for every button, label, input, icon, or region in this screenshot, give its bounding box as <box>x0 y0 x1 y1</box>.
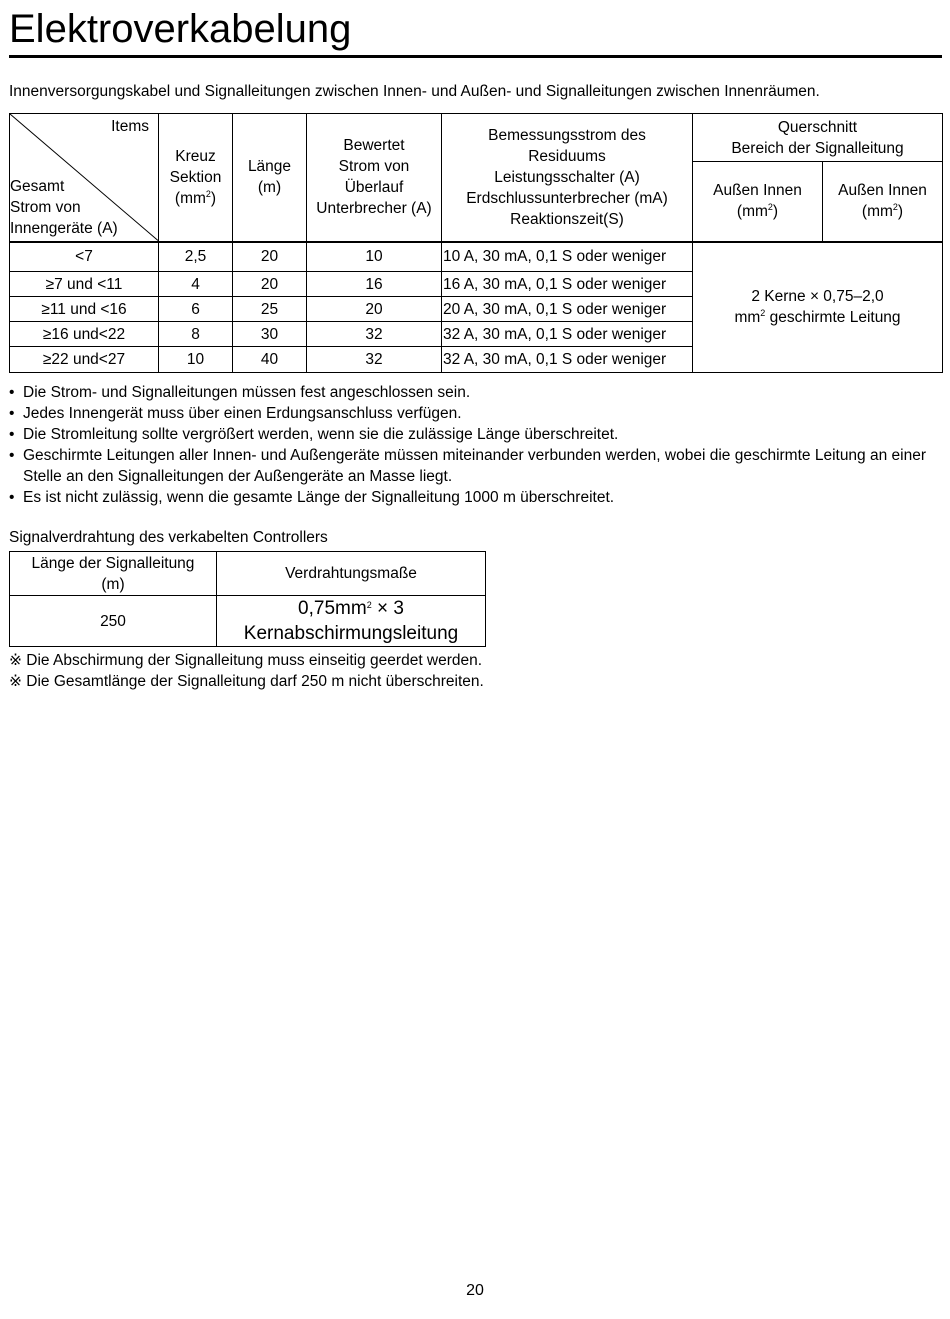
notes-list <box>9 382 934 508</box>
header-length: Länge (m) <box>233 114 307 242</box>
header-residual-current: Bemessungsstrom des Residuums Leistungsschalter (A) Erdschlussunterbrecher (mA) Reaktionszeit(S) <box>442 114 693 242</box>
list-item: • Die Strom- und Signalleitungen müssen fest angeschlossen sein. <box>9 384 471 401</box>
cell-residual-current: 32 A, 30 mA, 0,1 S oder weniger <box>442 322 693 347</box>
list-item: • Die Stromleitung sollte vergrößert werden, wenn sie die zulässige Länge überschreitet. <box>9 426 619 443</box>
header-total-current-label: Gesamt Strom von Innengeräte (A) <box>10 177 118 237</box>
intro-text: Innenversorgungskabel und Signalleitungen zwischen Innen- und Außen- und Signalleitungen zwischen Innenräumen. <box>9 83 820 100</box>
cell-cross-section: 4 <box>159 272 233 297</box>
cell-cross-section: 2,5 <box>159 242 233 272</box>
list-item: • Es ist nicht zulässig, wenn die gesamte Länge der Signalleitung 1000 m überschreitet. <box>9 489 615 506</box>
cell-signal-value: 2 Kerne × 0,75–2,0 $mm^2$ geschirmte Leitung <box>693 242 943 373</box>
cell-total-current: ≥11 und <16 <box>10 297 159 322</box>
list-item: • Jedes Innengerät muss über einen Erdungsanschluss verfügen. <box>9 405 462 422</box>
cell-rated-current: 10 <box>307 242 442 272</box>
controller-table <box>9 551 486 647</box>
cell-cross-section: 8 <box>159 322 233 347</box>
header-cross-section: Kreuz Sektion $(mm^2)$ <box>159 114 233 242</box>
header-outdoor: Außen Innen $(mm^2)$ <box>693 162 823 242</box>
cell-length: 20 <box>233 272 307 297</box>
title-rule <box>9 55 942 58</box>
page-title: Elektroverkabelung <box>9 7 352 51</box>
footnote: ※ Die Abschirmung der Signalleitung muss einseitig geerdet werden. <box>9 652 483 669</box>
cell-total-current: ≥16 und<22 <box>10 322 159 347</box>
cell-total-current: <7 <box>10 242 159 272</box>
cell-length: 30 <box>233 322 307 347</box>
wiring-table <box>9 113 943 373</box>
cell-total-current: ≥7 und <11 <box>10 272 159 297</box>
table-row <box>10 596 486 647</box>
footnote: ※ Die Gesamtlänge der Signalleitung darf 250 m nicht überschreiten. <box>9 673 484 690</box>
controller-heading: Signalverdrahtung des verkabelten Controllers <box>9 529 328 546</box>
cell-wiring-dimensions: $0,75mm^2 \times 3$ Kernabschirmungsleitung <box>217 596 486 647</box>
table-row <box>10 242 943 272</box>
footnotes <box>9 650 484 692</box>
cell-total-current: ≥22 und<27 <box>10 347 159 373</box>
header-signal-cross-section: Querschnitt Bereich der Signalleitung <box>693 114 943 162</box>
cell-cross-section: 10 <box>159 347 233 373</box>
cell-signal-length: 250 <box>10 596 217 647</box>
cell-length: 20 <box>233 242 307 272</box>
header-signal-length: Länge der Signalleitung (m) <box>10 552 217 596</box>
header-diagonal-cell <box>10 114 159 242</box>
cell-residual-current: 20 A, 30 mA, 0,1 S oder weniger <box>442 297 693 322</box>
cell-rated-current: 16 <box>307 272 442 297</box>
page-number: 20 <box>466 1282 484 1299</box>
cell-length: 25 <box>233 297 307 322</box>
cell-rated-current: 20 <box>307 297 442 322</box>
cell-residual-current: 16 A, 30 mA, 0,1 S oder weniger <box>442 272 693 297</box>
cell-length: 40 <box>233 347 307 373</box>
header-indoor: Außen Innen $(mm^2)$ <box>823 162 943 242</box>
header-wiring-dimensions: Verdrahtungsmaße <box>217 552 486 596</box>
list-item: • Geschirmte Leitungen aller Innen- und Außengeräte müssen miteinander verbunden werden, wobei die geschirmte Leitung an einer Stelle an den Signalleitungen der Außengeräte an Masse liegt. <box>9 447 926 485</box>
cell-rated-current: 32 <box>307 322 442 347</box>
cell-residual-current: 32 A, 30 mA, 0,1 S oder weniger <box>442 347 693 373</box>
cell-residual-current: 10 A, 30 mA, 0,1 S oder weniger <box>442 242 693 272</box>
header-rated-current: Bewertet Strom von Überlauf Unterbrecher (A) <box>307 114 442 242</box>
header-items-label: Items <box>111 118 149 135</box>
cell-cross-section: 6 <box>159 297 233 322</box>
cell-rated-current: 32 <box>307 347 442 373</box>
